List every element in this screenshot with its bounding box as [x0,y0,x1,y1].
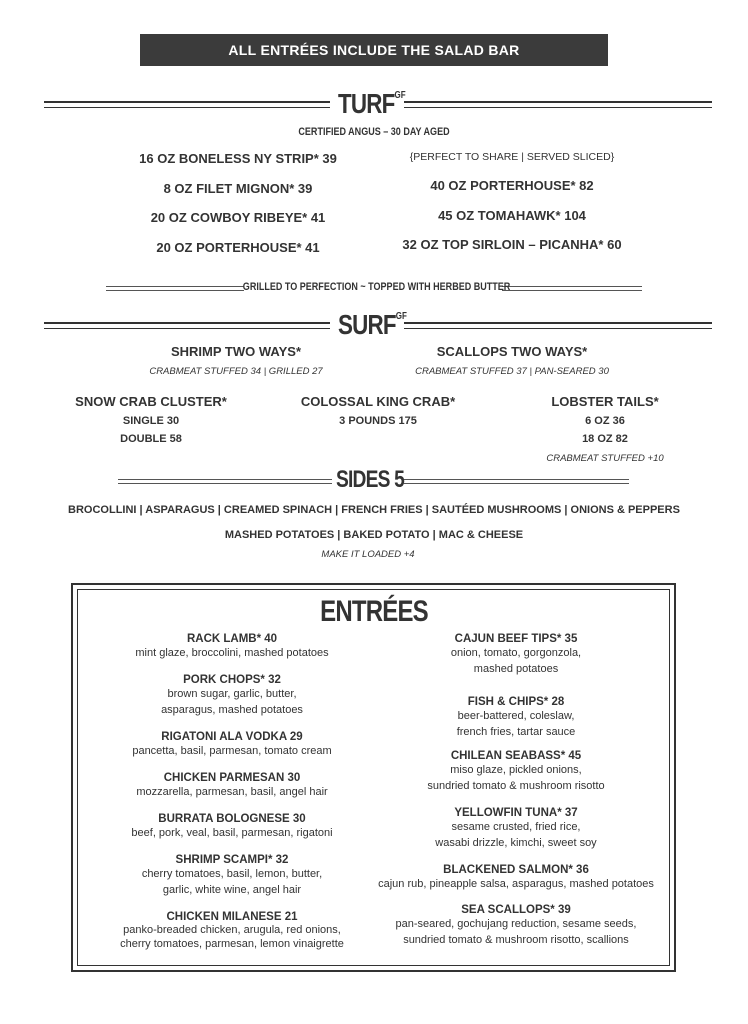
snow-crab-double: DOUBLE 58 [120,433,182,445]
lobster-6oz: 6 OZ 36 [585,415,625,427]
entrees-right-column [378,633,654,948]
turf-heading [338,88,406,120]
entree-name: RIGATONI ALA VODKA 29 [161,731,303,743]
turf-item: 45 OZ TOMAHAWK* 104 [438,208,586,223]
entree-item [102,731,362,772]
entree-name: SHRIMP SCAMPI* 32 [175,854,289,866]
king-crab-price: 3 POUNDS 175 [339,415,417,427]
grilled-note: GRILLED TO PERFECTION ~ TOPPED WITH HERBED BUTTER [242,281,511,293]
lobster-note: CRABMEAT STUFFED +10 [546,453,664,464]
entree-name: CAJUN BEEF TIPS* 35 [454,633,578,645]
entree-desc: pancetta, basil, parmesan, tomato cream [132,745,332,757]
entree-name: CHICKEN PARMESAN 30 [163,772,301,784]
surf-rule-right [404,322,712,329]
lobster-18oz: 18 OZ 82 [582,433,628,445]
entree-desc: panko-breaded chicken, arugula, red onions, [123,924,341,936]
shrimp-name: SHRIMP TWO WAYS* [170,344,302,359]
sides-title: SIDES 5 [335,466,405,493]
surf-rule-left [44,322,330,329]
entree-name: RACK LAMB* 40 [186,633,278,645]
entree-item [396,750,636,807]
sides-rule-right [404,479,629,484]
entree-desc: sesame crusted, fried rice, [451,821,581,833]
turf-share-note: {PERFECT TO SHARE | SERVED SLICED} [409,151,615,163]
turf-title: TURF [338,88,395,119]
entree-desc: brown sugar, garlic, butter, [167,688,297,700]
grilled-rule-left [106,286,244,291]
entree-item [102,911,362,951]
entree-item [376,904,656,948]
entree-item [376,864,656,904]
entree-desc: beef, pork, veal, basil, parmesan, rigatoni [131,827,333,839]
entree-desc: wasabi drizzle, kimchi, sweet soy [435,837,597,849]
entree-name: FISH & CHIPS* 28 [467,696,565,708]
entree-desc: mozzarella, parmesan, basil, angel hair [136,786,328,798]
entree-item [102,813,362,854]
king-crab-name: COLOSSAL KING CRAB* [300,394,456,409]
entree-desc: pan-seared, gochujang reduction, sesame seeds, [395,918,637,930]
entree-item [102,854,362,911]
turf-item: 20 OZ COWBOY RIBEYE* 41 [150,210,326,225]
snow-crab-single: SINGLE 30 [122,415,180,427]
snow-crab-name: SNOW CRAB CLUSTER* [75,394,227,409]
turf-item: 16 OZ BONELESS NY STRIP* 39 [139,151,337,166]
surf-heading [338,309,407,341]
scallops-name: SCALLOPS TWO WAYS* [436,344,588,359]
entree-desc: onion, tomato, gorgonzola, [450,647,582,659]
entree-desc: miso glaze, pickled onions, [450,764,582,776]
sides-rule-left [118,479,332,484]
entree-desc: cherry tomatoes, parmesan, lemon vinaigrette [120,938,344,950]
turf-item: 40 OZ PORTERHOUSE* 82 [430,178,594,193]
entree-desc: garlic, white wine, angel hair [162,884,302,896]
sides-list-1: BROCOLLINI | ASPARAGUS | CREAMED SPINACH | FRENCH FRIES | SAUTÉED MUSHROOMS | ONIONS & PEPPERS [68,504,680,516]
grilled-rule-right [502,286,642,291]
turf-gf-mark: GF [394,90,406,101]
entree-name: SEA SCALLOPS* 39 [461,904,571,916]
salad-bar-banner: ALL ENTRÉES INCLUDE THE SALAD BAR [140,34,608,66]
entree-item [396,807,636,864]
entree-desc: mint glaze, broccolini, mashed potatoes [135,647,329,659]
entrees-title: ENTRÉES [320,595,428,628]
turf-subtitle: CERTIFIED ANGUS – 30 DAY AGED [298,126,450,138]
entree-item [102,633,362,674]
turf-item: 32 OZ TOP SIRLOIN – PICANHA* 60 [402,237,622,252]
entree-desc: sundried tomato & mushroom risotto [427,780,605,792]
turf-rule-left [44,101,330,108]
turf-item: 8 OZ FILET MIGNON* 39 [163,181,313,196]
entree-name: PORK CHOPS* 32 [183,674,281,686]
entree-item [396,633,636,696]
entree-name: CHICKEN MILANESE 21 [166,911,298,923]
entree-item [102,674,362,731]
entrees-left-column [102,633,362,951]
sides-loaded-note: MAKE IT LOADED +4 [321,549,415,560]
lobster-name: LOBSTER TAILS* [551,394,659,409]
turf-item: 20 OZ PORTERHOUSE* 41 [156,240,320,255]
entree-desc: sundried tomato & mushroom risotto, scallions [403,934,629,946]
entree-name: CHILEAN SEABASS* 45 [450,750,582,762]
entree-desc: cajun rub, pineapple salsa, asparagus, mashed potatoes [378,878,654,890]
surf-title: SURF [338,309,396,340]
entree-desc: cherry tomatoes, basil, lemon, butter, [141,868,323,880]
entree-desc: beer-battered, coleslaw, [457,710,575,722]
scallops-note: CRABMEAT STUFFED 37 | PAN-SEARED 30 [415,366,609,377]
turf-rule-right [404,101,712,108]
entree-item [396,696,636,750]
entree-name: BURRATA BOLOGNESE 30 [158,813,306,825]
surf-gf-mark: GF [395,311,407,322]
sides-list-2: MASHED POTATOES | BAKED POTATO | MAC & CHEESE [224,529,524,541]
entree-desc: mashed potatoes [473,663,559,675]
entree-item [102,772,362,813]
shrimp-note: CRABMEAT STUFFED 34 | GRILLED 27 [149,366,323,377]
entree-name: BLACKENED SALMON* 36 [443,864,589,876]
entree-desc: asparagus, mashed potatoes [161,704,303,716]
entree-desc: french fries, tartar sauce [456,726,576,738]
entree-name: YELLOWFIN TUNA* 37 [454,807,578,819]
